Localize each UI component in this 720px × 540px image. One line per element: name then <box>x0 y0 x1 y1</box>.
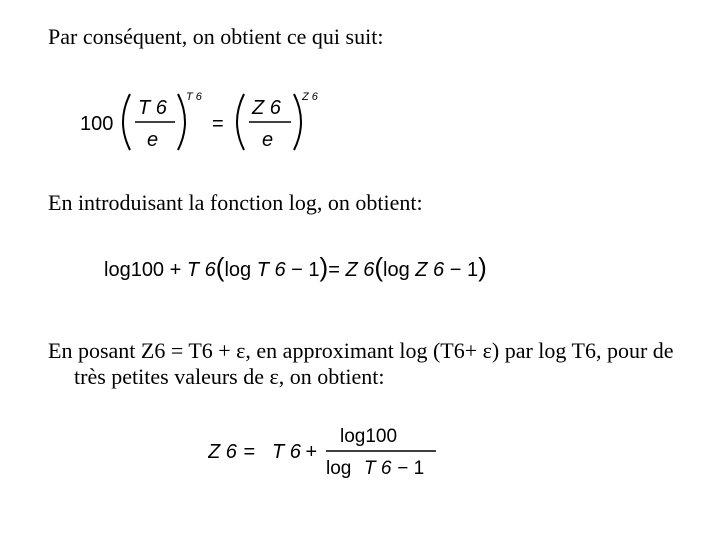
eq2-lhs: log100 + <box>104 259 187 281</box>
eq3-equals: = <box>238 441 261 463</box>
eq1-right-numerator: Z 6 <box>252 97 281 119</box>
log-paragraph: En introduisant la fonction log, on obtient: <box>48 190 423 215</box>
approximation-paragraph: En posant Z6 = T6 + ε, en approximant log (T6+ ε) par log T6, pour de très petites valeurs de ε, on obtient: <box>48 338 674 389</box>
eq2-paren-close2: ) <box>478 252 487 282</box>
eq1-right-denominator: e <box>262 129 274 151</box>
eq3-plus: + <box>300 441 323 463</box>
eq2-z6: Z 6 <box>345 259 375 281</box>
intro-paragraph: Par conséquent, on obtient ce qui suit: <box>48 24 384 49</box>
eq1-left-paren-close <box>178 94 185 150</box>
eq1-left-paren-open <box>123 94 130 150</box>
equation-log <box>104 252 564 288</box>
equation-result <box>208 424 448 484</box>
eq2-paren-open: ( <box>215 252 225 282</box>
eq3-den-t6: T 6 <box>364 458 392 479</box>
eq2-log2: log <box>383 259 416 281</box>
eq3-t6: T 6 <box>272 441 301 463</box>
eq3-z6: Z 6 <box>208 441 237 463</box>
eq1-right-paren-open <box>237 94 244 150</box>
eq2-log1: log <box>224 259 257 281</box>
eq2-paren-open2: ( <box>374 252 384 282</box>
eq3-den-log: log <box>326 458 357 479</box>
eq1-right-paren-close <box>294 94 301 150</box>
eq2-minus2: − 1 <box>444 259 479 281</box>
eq3-den-minus: − 1 <box>392 458 425 479</box>
eq1-equals: = <box>212 113 224 135</box>
eq2-t6: T 6 <box>186 259 216 281</box>
equation-power <box>80 88 340 158</box>
eq1-coefficient: 100 <box>80 113 114 135</box>
eq2-z6b: Z 6 <box>415 259 445 281</box>
eq2-t6b: T 6 <box>256 259 286 281</box>
eq3-numerator: log100 <box>340 426 398 447</box>
eq1-left-exponent: T 6 <box>186 91 202 103</box>
eq1-left-denominator: e <box>147 129 159 151</box>
eq2-paren-close: ) <box>319 252 329 282</box>
eq1-left-numerator: T 6 <box>138 97 167 119</box>
eq2-equals: = <box>328 259 346 281</box>
eq2-minus1: − 1 <box>285 259 320 281</box>
eq1-right-exponent: Z 6 <box>302 91 318 103</box>
